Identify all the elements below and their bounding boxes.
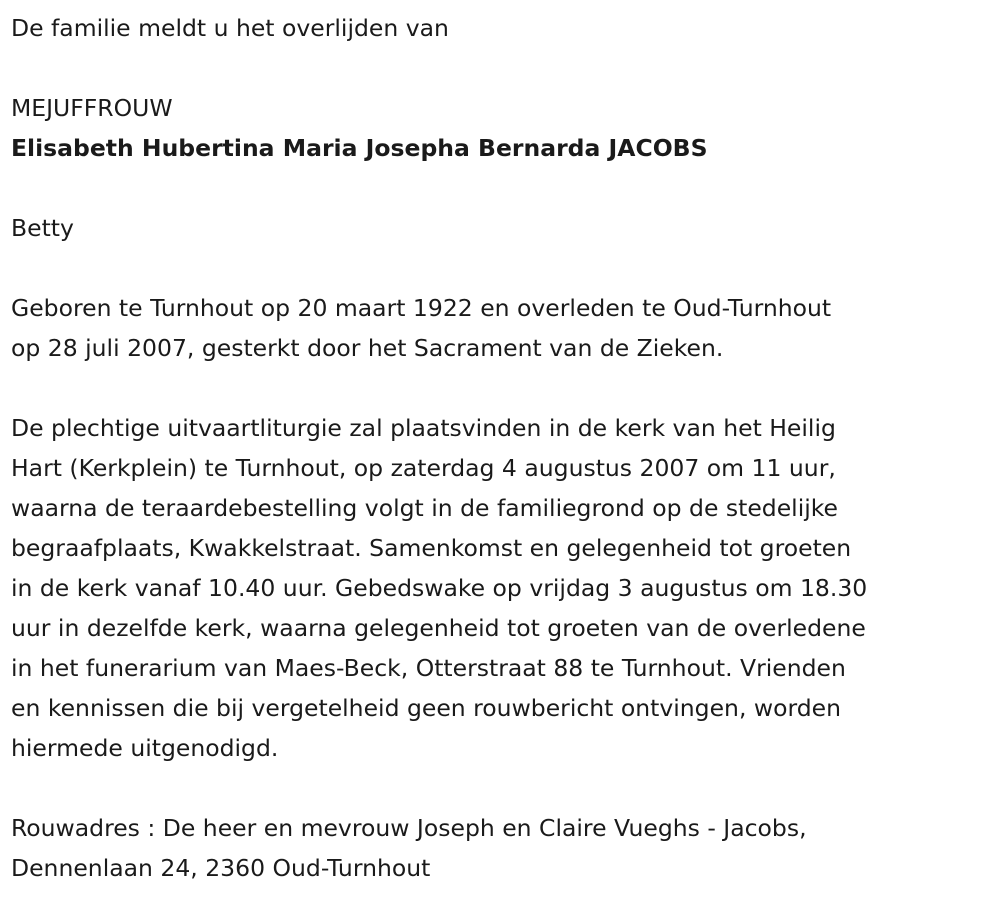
spacer bbox=[11, 368, 991, 408]
intro-text: De familie meldt u het overlijden van bbox=[11, 14, 449, 42]
death-notice bbox=[11, 8, 991, 888]
deceased-nickname: Betty bbox=[11, 214, 74, 242]
spacer bbox=[11, 48, 991, 88]
birth-death-paragraph: Geboren te Turnhout op 20 maart 1922 en overleden te Oud-Turnhout op 28 juli 2007, gesterkt door het Sacrament van de Zieken. bbox=[11, 294, 832, 362]
mourning-address: Rouwadres : De heer en mevrouw Joseph en Claire Vueghs - Jacobs, Dennenlaan 24, 2360 Oud-Turnhout bbox=[11, 814, 807, 882]
funeral-paragraph: De plechtige uitvaartliturgie zal plaatsvinden in de kerk van het Heilig Hart (Kerkplein) te Turnhout, op zaterdag 4 augustus 2007 om 11 uur, waarna de teraardebestelling volgt in de familiegrond op de stedelijke begraafplaats, Kwakkelstraat. Samenkomst en gelegenheid tot groeten in de kerk vanaf 10.40 uur. Gebedswake op vrijdag 3 augustus om 18.30 uur in dezelfde kerk, waarna gelegenheid tot groeten van de overledene in het funerarium van Maes-Beck, Otterstraat 88 te Turnhout. Vrienden en kennissen die bij vergetelheid geen rouwbericht ontvingen, worden hiermede uitgenodigd. bbox=[11, 414, 868, 762]
spacer bbox=[11, 168, 991, 208]
deceased-full-name: Elisabeth Hubertina Maria Josepha Bernarda JACOBS bbox=[11, 134, 708, 162]
spacer bbox=[11, 248, 991, 288]
spacer bbox=[11, 768, 991, 808]
honorific-title: MEJUFFROUW bbox=[11, 94, 173, 122]
